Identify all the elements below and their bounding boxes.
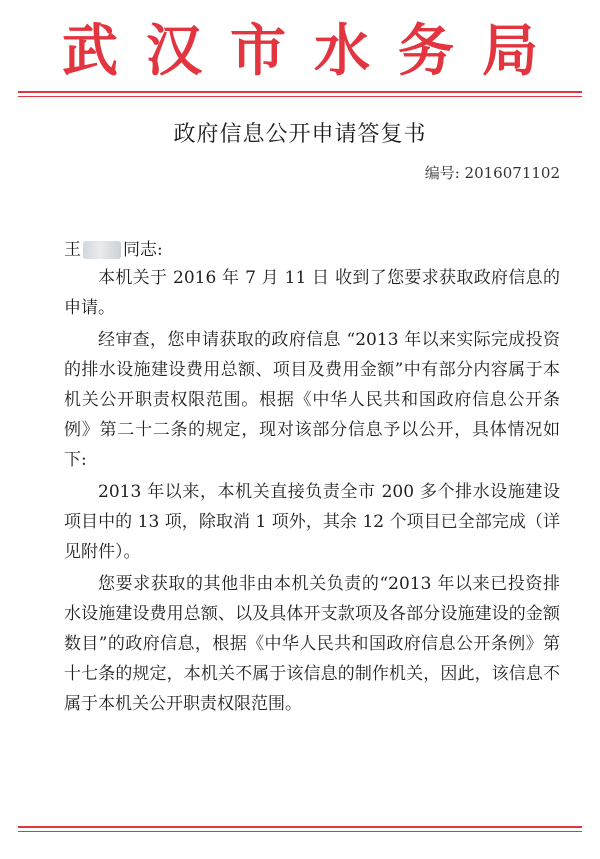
salutation-title: 同志: xyxy=(123,240,163,260)
redacted-name xyxy=(83,241,121,259)
letterhead-divider-thick xyxy=(18,91,582,93)
document-number: 编号: 2016071102 xyxy=(424,164,560,182)
body-paragraph: 您要求获取的其他非由本机关负责的“2013 年以来已投资排水设施建设费用总额、以及具体开支款项及各部分设施建设的金额数目”的政府信息，根据《中华人民共和国政府信息公开条例》第十七条的规定，本机关不属于该信息的制作机关，因此，该信息不属于本机关公开职责权限范围。 xyxy=(64,574,560,714)
body-paragraph: 经审查，您申请获取的政府信息 “2013 年以来实际完成投资的排水设施建设费用总额、项目及费用金额”中有部分内容属于本机关公开职责权限范围。根据《中华人民共和国政府信息公开条例》第二十二条的规定，现对该部分信息予以公开，具体情况如下: xyxy=(64,330,560,470)
body-paragraph: 本机关于 2016 年 7 月 11 日 收到了您要求获取政府信息的申请。 xyxy=(64,268,560,318)
body-paragraph: 2013 年以来，本机关直接负责全市 200 多个排水设施建设项目中的 13 项，除取消 1 项外，其余 12 个项目已全部完成（详见附件）。 xyxy=(64,482,560,562)
letterhead-divider-thin xyxy=(18,96,582,97)
salutation-surname: 王 xyxy=(64,240,81,260)
footer-divider-thin xyxy=(18,831,582,832)
footer-divider-thick xyxy=(18,826,582,828)
salutation xyxy=(64,238,163,262)
letterhead-org-name: 武汉市水务局 xyxy=(62,18,566,84)
document-title: 政府信息公开申请答复书 xyxy=(173,122,427,147)
document-body xyxy=(64,263,560,721)
